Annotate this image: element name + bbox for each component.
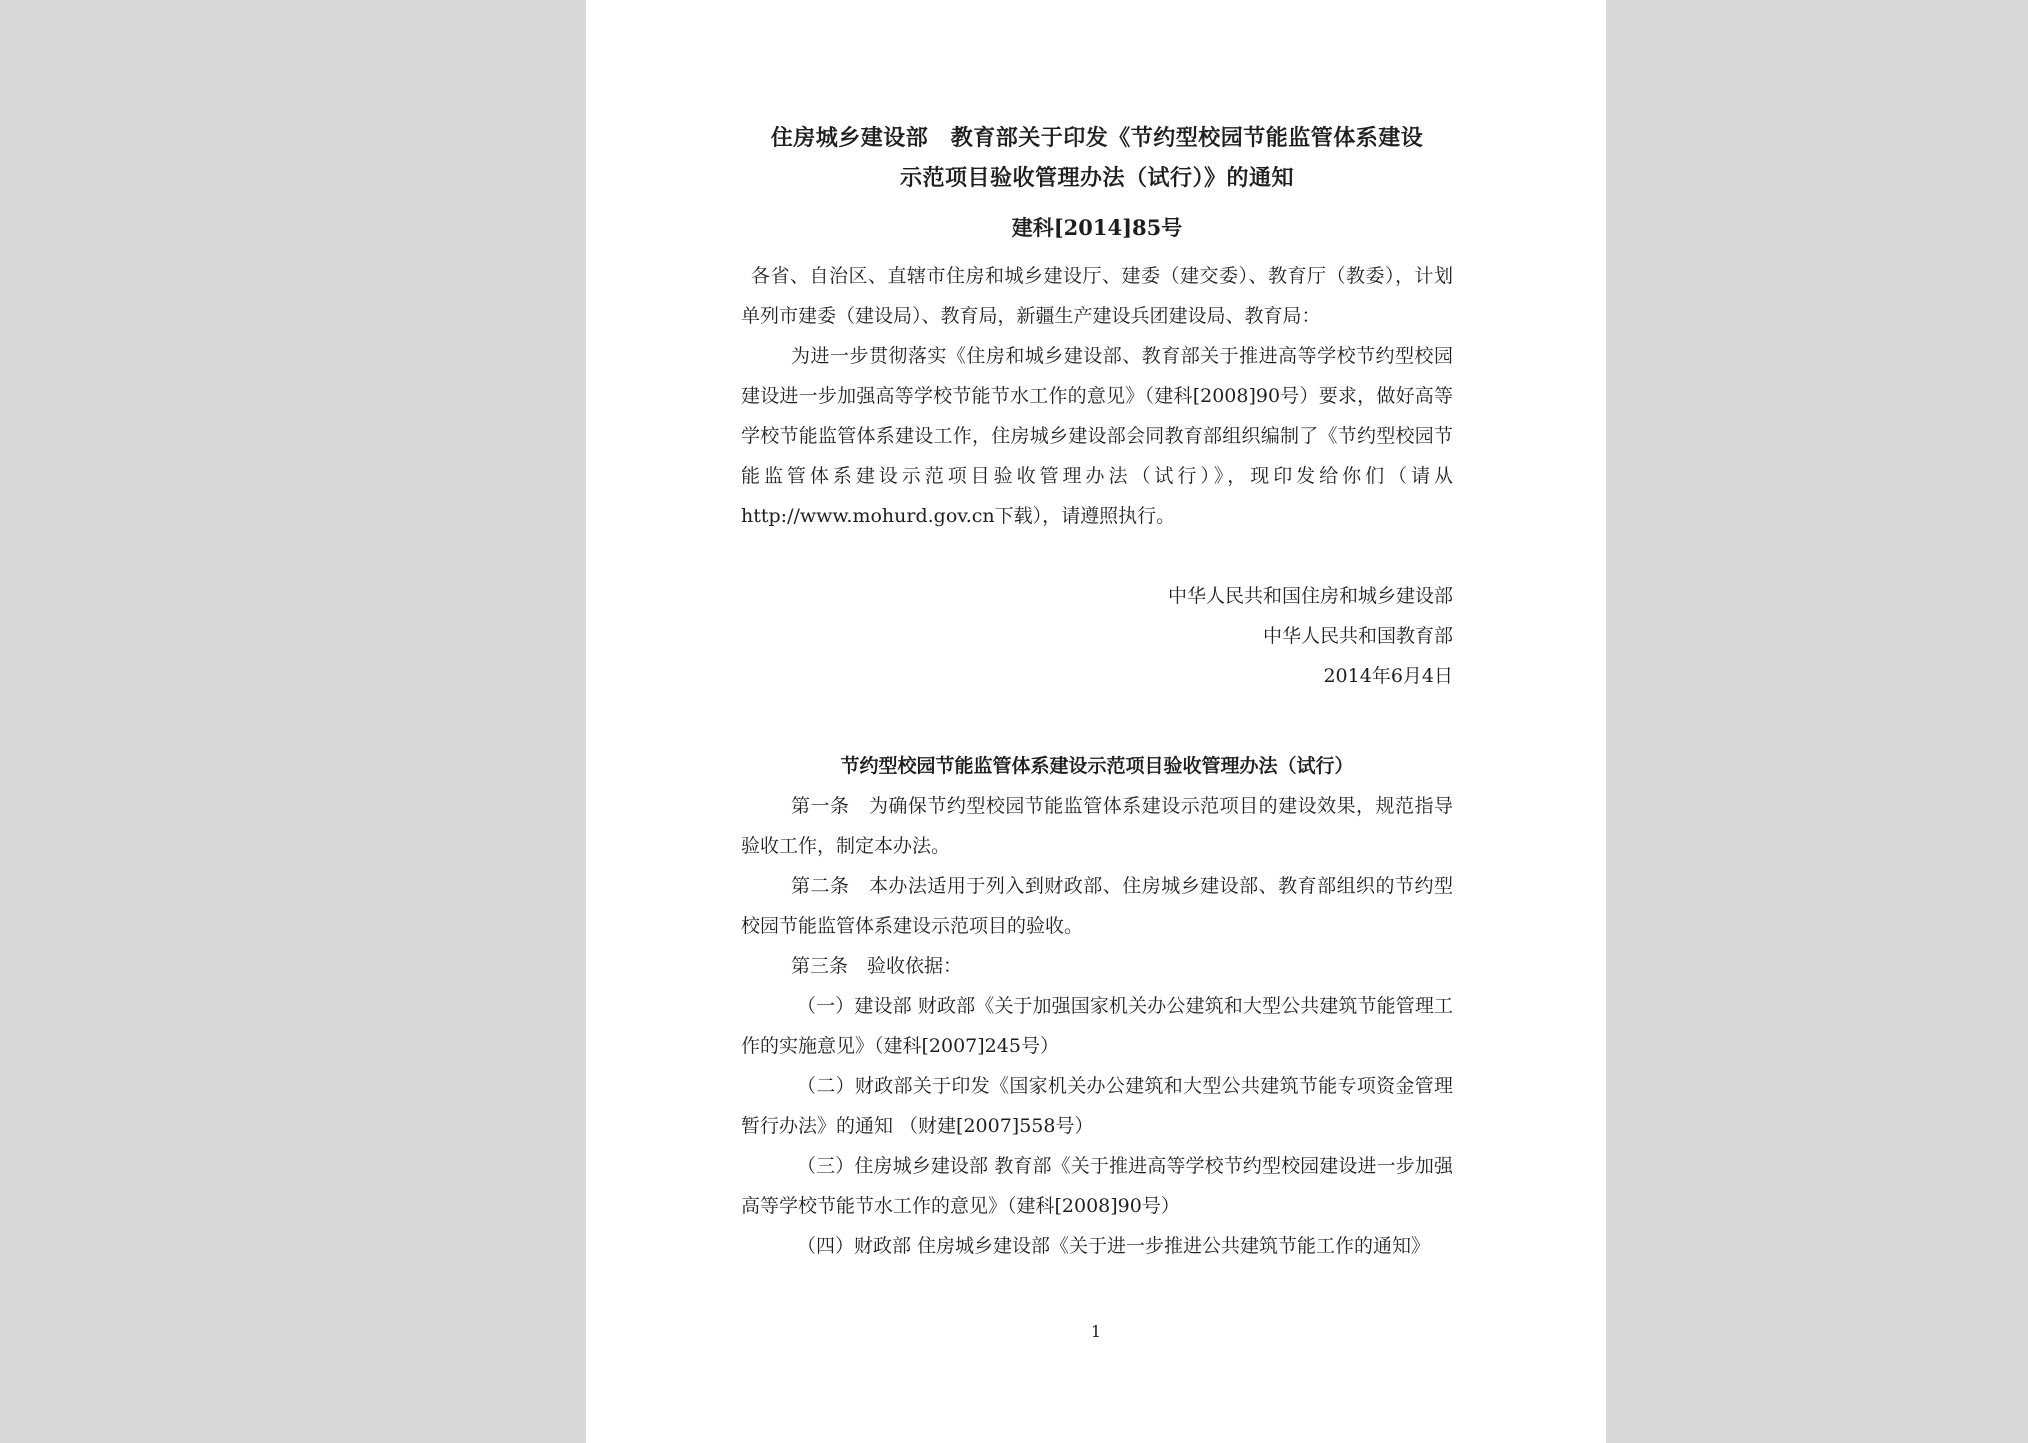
basis-item-3: （三）住房城乡建设部 教育部《关于推进高等学校节约型校园建设进一步加强高等学校节能节水工作的意见》（建科[2008]90号） xyxy=(741,1155,1453,1217)
page-content xyxy=(741,118,1453,1266)
basis-item-1: （一）建设部 财政部《关于加强国家机关办公建筑和大型公共建筑节能管理工作的实施意见》（建科[2007]245号） xyxy=(741,995,1453,1057)
addressee-paragraph: 各省、自治区、直辖市住房和城乡建设厅、建委（建交委）、教育厅（教委），计划单列市建委（建设局）、教育局，新疆生产建设兵团建设局、教育局： xyxy=(741,265,1453,327)
article-2: 第二条 本办法适用于列入到财政部、住房城乡建设部、教育部组织的节约型校园节能监管体系建设示范项目的验收。 xyxy=(741,875,1453,937)
document-page xyxy=(586,0,1606,1443)
page-number: 1 xyxy=(1090,1322,1102,1341)
basis-item-2: （二）财政部关于印发《国家机关办公建筑和大型公共建筑节能专项资金管理暂行办法》的通知 （财建[2007]558号） xyxy=(741,1075,1453,1137)
notice-title-line-1: 住房城乡建设部 教育部关于印发《节约型校园节能监管体系建设 xyxy=(770,125,1424,151)
notice-title-line-2: 示范项目验收管理办法（试行）》的通知 xyxy=(899,165,1294,191)
measures-title: 节约型校园节能监管体系建设示范项目验收管理办法（试行） xyxy=(840,755,1354,777)
body-paragraph: 为进一步贯彻落实《住房和城乡建设部、教育部关于推进高等学校节约型校园建设进一步加强高等学校节能节水工作的意见》（建科[2008]90号）要求，做好高等学校节能监管体系建设工作，住房城乡建设部会同教育部组织编制了《节约型校园节能监管体系建设示范项目验收管理办法（试行）》，现印发给你们（请从http://www.mohurd.gov.cn下载），请遵照执行。 xyxy=(741,345,1453,527)
basis-item-4: （四）财政部 住房城乡建设部《关于进一步推进公共建筑节能工作的通知》 xyxy=(797,1235,1431,1257)
article-1: 第一条 为确保节约型校园节能监管体系建设示范项目的建设效果，规范指导验收工作，制定本办法。 xyxy=(741,795,1453,857)
signature-ministry-housing: 中华人民共和国住房和城乡建设部 xyxy=(1167,585,1453,607)
signature-block xyxy=(741,576,1453,696)
signature-ministry-education: 中华人民共和国教育部 xyxy=(1262,625,1453,647)
document-number: 建科[2014]85号 xyxy=(1011,215,1183,240)
signature-date: 2014年6月4日 xyxy=(1323,665,1453,687)
article-3: 第三条 验收依据： xyxy=(791,955,963,977)
